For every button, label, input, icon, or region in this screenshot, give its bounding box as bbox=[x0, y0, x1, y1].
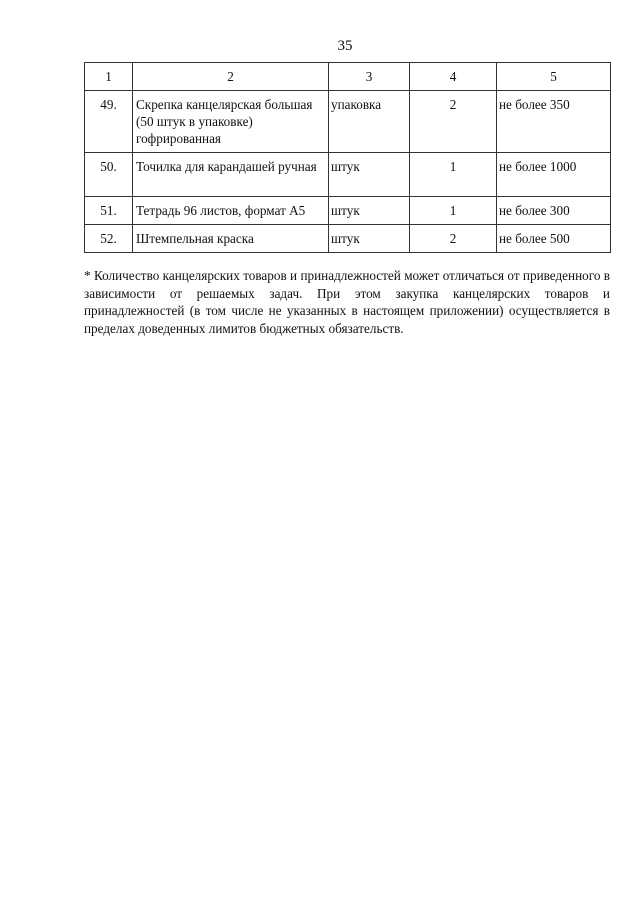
item-price: не более 500 bbox=[497, 225, 611, 253]
table-row bbox=[85, 153, 611, 197]
footnote: * Количество канцелярских товаров и принадлежностей может отличаться от приведенного в зависимости от решаемых задач. При этом закупка канцелярских товаров и принадлежностей (в том числе не указанных в настоящем приложении) осуществляется в пределах доведенных лимитов бюджетных обязательств. bbox=[84, 268, 610, 336]
column-header: 1 bbox=[85, 63, 133, 91]
supplies-table bbox=[84, 62, 611, 253]
column-header: 4 bbox=[410, 63, 497, 91]
item-quantity: 1 bbox=[410, 197, 497, 225]
column-header: 5 bbox=[497, 63, 611, 91]
table-header-row bbox=[85, 63, 611, 91]
item-price: не более 300 bbox=[497, 197, 611, 225]
row-number: 49. bbox=[85, 91, 133, 153]
item-unit: упаковка bbox=[329, 91, 410, 153]
table-row bbox=[85, 225, 611, 253]
table-row bbox=[85, 197, 611, 225]
item-unit: штук bbox=[329, 225, 410, 253]
row-number: 50. bbox=[85, 153, 133, 197]
table-row bbox=[85, 91, 611, 153]
item-name: Штемпельная краска bbox=[133, 225, 329, 253]
column-header: 3 bbox=[329, 63, 410, 91]
item-price: не более 350 bbox=[497, 91, 611, 153]
item-quantity: 2 bbox=[410, 225, 497, 253]
item-quantity: 1 bbox=[410, 153, 497, 197]
item-unit: штук bbox=[329, 197, 410, 225]
column-header: 2 bbox=[133, 63, 329, 91]
item-name: Точилка для карандашей ручная bbox=[133, 153, 329, 197]
page-number: 35 bbox=[337, 38, 353, 54]
row-number: 52. bbox=[85, 225, 133, 253]
item-name: Тетрадь 96 листов, формат А5 bbox=[133, 197, 329, 225]
item-price: не более 1000 bbox=[497, 153, 611, 197]
item-name: Скрепка канцелярская большая (50 штук в упаковке) гофрированная bbox=[133, 91, 329, 153]
item-quantity: 2 bbox=[410, 91, 497, 153]
item-unit: штук bbox=[329, 153, 410, 197]
row-number: 51. bbox=[85, 197, 133, 225]
